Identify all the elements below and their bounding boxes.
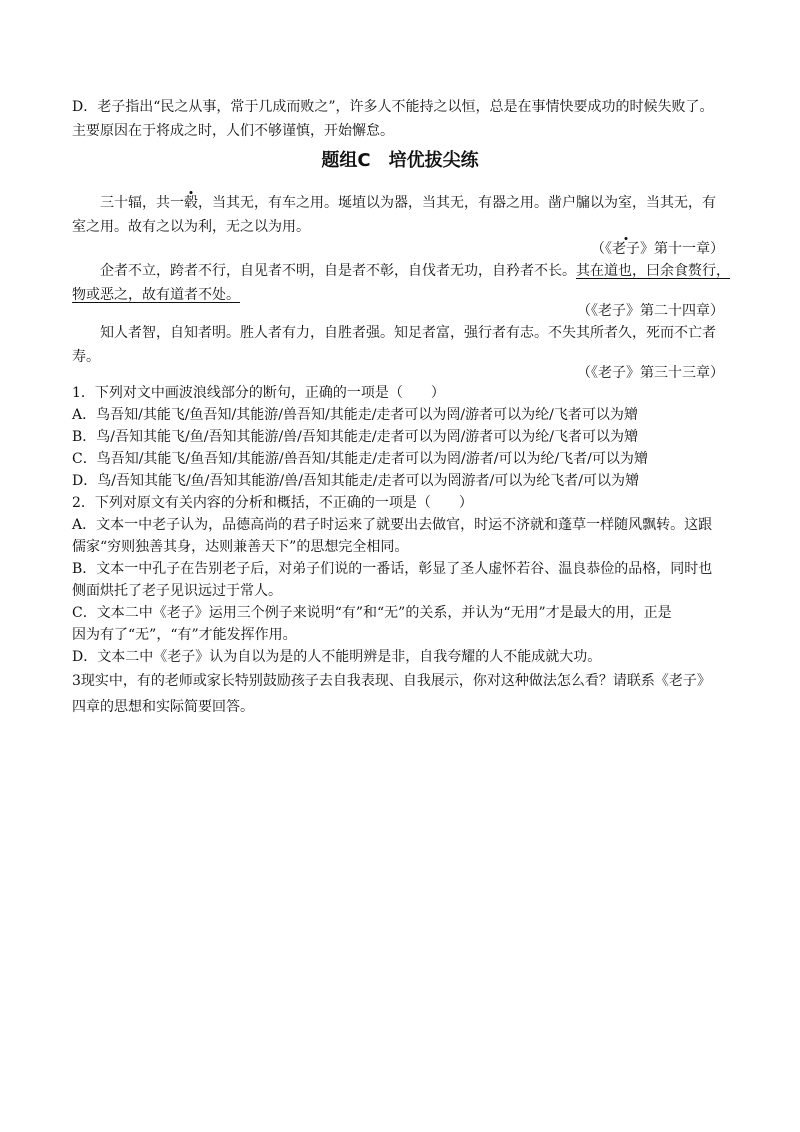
question3-line2: 四章的思想和实际简要回答。	[72, 699, 254, 715]
question2-option-c-line1: C．文本二中《老子》运用三个例子来说明“有”和“无”的关系，并认为“无用”才是最大的用，正是	[72, 605, 672, 621]
source-dotted-text: 老子	[612, 241, 640, 257]
passage1-source	[591, 238, 724, 260]
question2-option-b-line2: 侧面烘托了老子见识远过于常人。	[72, 583, 282, 599]
question1-option-c: C．鸟吾知/其能飞/鱼吾知/其能游/兽吾知/其能走/走者可以为罔/游者/可以为纶/飞者/可以为矰	[72, 451, 648, 467]
question1-option-d: D．鸟/吾知其能飞/鱼/吾知其能游/兽/吾知其能走/走者可以为罔游者/可以为纶飞者/可以为矰	[72, 473, 639, 489]
passage1-line1	[100, 192, 716, 214]
question2-option-c-line2: 因为有了“无”，“有”才能发挥作用。	[72, 627, 297, 643]
source-text: （《	[591, 241, 612, 257]
passage2-underlined-text: 物或恶之，故有道者不处。	[72, 287, 240, 303]
passage3-source: （《老子》第三十三章）	[577, 365, 724, 381]
passage3-line2: 寿。	[72, 349, 100, 365]
passage2-line1	[100, 260, 730, 282]
passage2-source: （《老子》第二十四章）	[577, 303, 724, 319]
question2-option-a-line2: 儒家“穷则独善其身，达则兼善天下”的思想完全相同。	[72, 539, 409, 555]
passage1-text: 三十辐，共一	[100, 195, 184, 211]
question2-option-a-line1: A．文本一中老子认为，品德高尚的君子时运来了就要出去做官，时运不济就和蓬草一样随风飘转。这跟	[72, 517, 713, 533]
passage1-text: ，当其无，有车之用。埏埴以为器，当其无，有器之用。凿户牖以为室，当其无，有	[198, 195, 716, 211]
question3-line1: 3现实中，有的老师或家长特别鼓励孩子去自我表现、自我展示，你对这种做法怎么看？请联系《老子》	[72, 673, 711, 689]
question2-option-b-line1: B．文本一中孔子在告别老子后，对弟子们说的一番话，彰显了圣人虚怀若谷、温良恭俭的品格，同时也	[72, 561, 713, 577]
question1-stem: 1．下列对文中画波浪线部分的断句，正确的一项是（ ）	[72, 385, 445, 401]
passage1-line2: 室之用。故有之以为利，无之以为用。	[72, 219, 310, 235]
source-text: 》第十一章）	[640, 241, 724, 257]
passage3-line1: 知人者智，自知者明。胜人者有力，自胜者强。知足者富，强行者有志。不失其所者久，死而不亡者	[100, 325, 716, 341]
question1-option-a: A．鸟吾知/其能飞/鱼吾知/其能游/兽吾知/其能走/走者可以为罔/游者可以为纶/飞者可以为矰	[72, 407, 638, 423]
prev-option-d-line2: 主要原因在于将成之时，人们不够谨慎，开始懈怠。	[72, 123, 394, 139]
question1-option-b: B．鸟/吾知其能飞/鱼/吾知其能游/兽/吾知其能走/走者可以为罔/游者可以为纶/飞者可以为矰	[72, 429, 639, 445]
question2-stem: 2．下列对原文有关内容的分析和概括，不正确的一项是（ ）	[72, 495, 473, 511]
passage2-line2	[72, 284, 240, 306]
section-title: 题组C 培优拔尖练	[321, 150, 479, 171]
passage1-dotted-char: 毂	[184, 195, 198, 211]
passage2-underlined-text: 其在道也，曰余食赘行，	[576, 263, 730, 279]
passage2-text: 企者不立，跨者不行，自见者不明，自是者不彰，自伐者无功，自矜者不长。	[100, 263, 576, 279]
question2-option-d: D．文本二中《老子》认为自以为是的人不能明辨是非，自我夸耀的人不能成就大功。	[72, 649, 602, 665]
prev-option-d-line1: D．老子指出“民之从事，常于几成而败之”，许多人不能持之以恒，总是在事情快要成功的时候失败了。	[72, 99, 714, 115]
